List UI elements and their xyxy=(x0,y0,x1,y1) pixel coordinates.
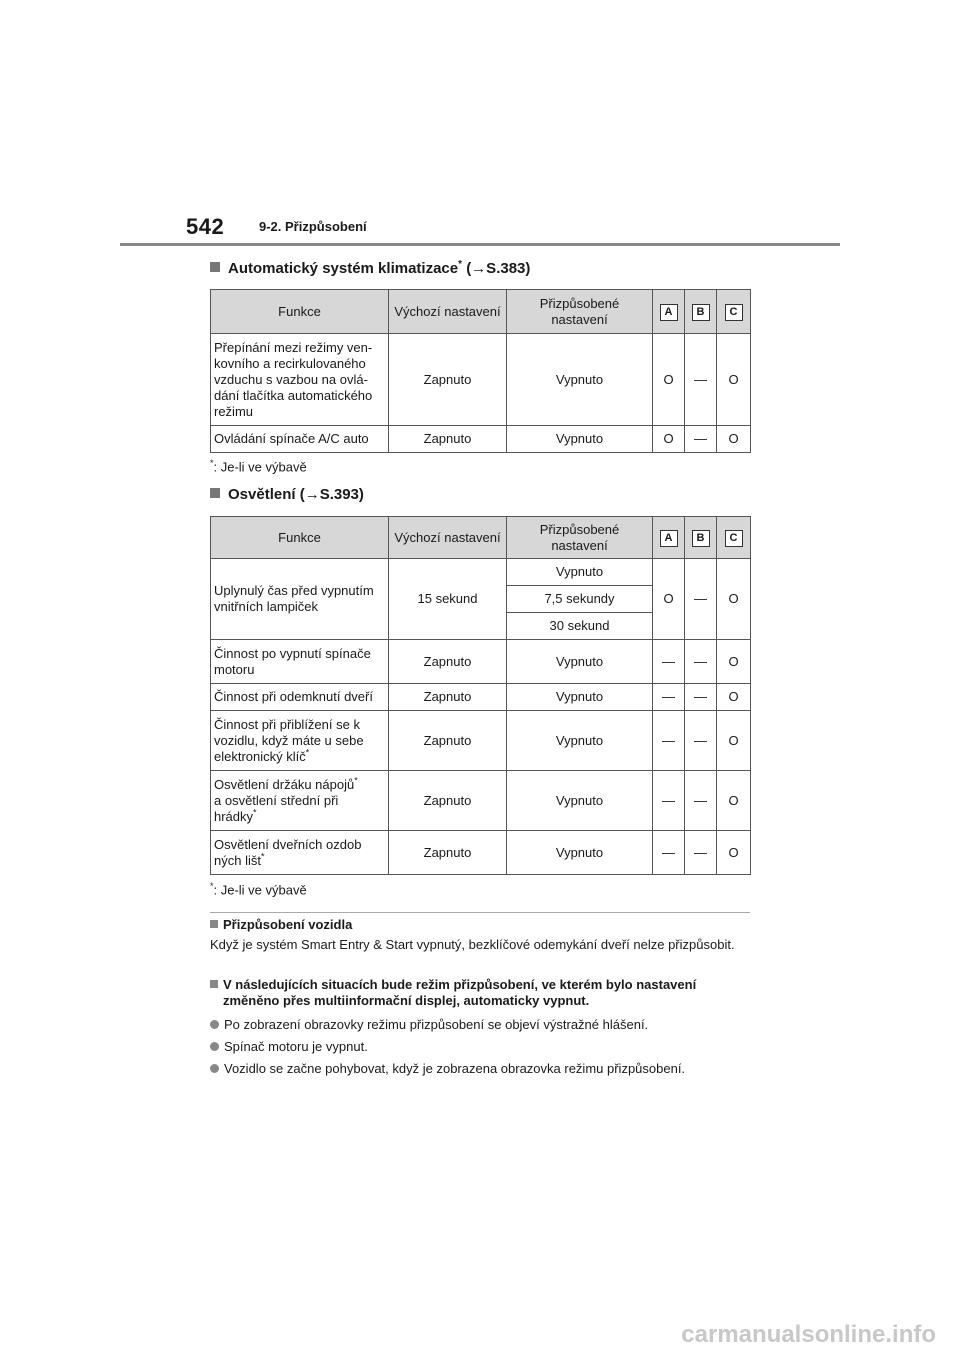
header-rule xyxy=(120,243,840,246)
table-row: 7,5 sekundy xyxy=(211,586,751,613)
bullet-dot-icon xyxy=(210,1020,219,1029)
table-row: Činnost při přiblížení se k vozidlu, když máte u sebe elektronický klíč* Zapnuto Vypnuto — — O xyxy=(211,711,751,771)
table-row: Osvětlení držáku nápojů* a osvětlení střední při hrádky* Zapnuto Vypnuto — — O xyxy=(211,771,751,831)
col-prizpusobene: Přizpůsobené nastavení xyxy=(507,290,653,334)
footnote-1: *: Je-li ve výbavě xyxy=(210,458,307,475)
col-funkce: Funkce xyxy=(211,517,389,559)
section-label: 9-2. Přizpůsobení xyxy=(259,219,367,234)
col-vychozi: Výchozí nastavení xyxy=(389,290,507,334)
section2-heading: Osvětlení (→S.393) xyxy=(210,486,364,503)
page-number: 542 xyxy=(186,214,225,239)
notes-divider xyxy=(210,912,750,913)
note-square-icon xyxy=(210,920,218,928)
note-square-icon xyxy=(210,980,218,988)
bullet-item: Po zobrazení obrazovky režimu přizpůsobení se objeví výstražné hlášení. xyxy=(210,1017,750,1033)
note-vehicle-title: Přizpůsobení vozidla xyxy=(210,917,750,933)
table-row: Činnost po vypnutí spínače motoru Zapnuto Vypnuto — — O xyxy=(211,640,751,684)
col-c: C xyxy=(717,517,751,559)
table-header-row xyxy=(211,517,751,559)
table-row: Ovládání spínače A/C auto Zapnuto Vypnuto O — O xyxy=(211,426,751,453)
watermark: carmanualsonline.info xyxy=(681,1321,936,1348)
note-vehicle-text: Když je systém Smart Entry & Start vypnutý, bezklíčové odemykání dveří nelze přizpůsobit. xyxy=(210,937,735,952)
table-row: 30 sekund xyxy=(211,613,751,640)
col-b: B xyxy=(685,517,717,559)
table-row: Uplynulý čas před vypnutím vnitřních lampiček 15 sekund Vypnuto O — O xyxy=(211,559,751,586)
bullet-item: Spínač motoru je vypnut. xyxy=(210,1039,750,1055)
col-c: C xyxy=(717,290,751,334)
bullet-item: Vozidlo se začne pohybovat, když je zobrazena obrazovka režimu přizpůsobení. xyxy=(210,1061,750,1077)
col-vychozi: Výchozí nastavení xyxy=(389,517,507,559)
climate-table xyxy=(210,289,751,453)
bullet-dot-icon xyxy=(210,1042,219,1051)
footnote-2: *: Je-li ve výbavě xyxy=(210,881,307,898)
col-b: B xyxy=(685,290,717,334)
col-funkce: Funkce xyxy=(211,290,389,334)
heading-square-icon xyxy=(210,488,220,498)
table-row: Činnost při odemknutí dveří Zapnuto Vypnuto — — O xyxy=(211,684,751,711)
col-prizpusobene: Přizpůsobené nastavení xyxy=(507,517,653,559)
note-situations: V následujících situacích bude režim přizpůsobení, ve kterém bylo nastavení změněno přes multiinformační displej, automaticky vypnut. xyxy=(210,977,750,1009)
bullet-dot-icon xyxy=(210,1064,219,1073)
col-a: A xyxy=(653,290,685,334)
table-row: Přepínání mezi režimy venkovního a recirkulovaného vzduchu s vazbou na ovládání tlačítka automatického režimu Zapnuto Vypnuto O — O xyxy=(211,334,751,426)
col-a: A xyxy=(653,517,685,559)
table-header-row xyxy=(211,290,751,334)
table-row: Osvětlení dveřních ozdob ných lišt* Zapnuto Vypnuto — — O xyxy=(211,831,751,875)
section1-heading: Automatický systém klimatizace* (→S.383) xyxy=(210,259,530,277)
lighting-table xyxy=(210,516,751,875)
heading-square-icon xyxy=(210,262,220,272)
